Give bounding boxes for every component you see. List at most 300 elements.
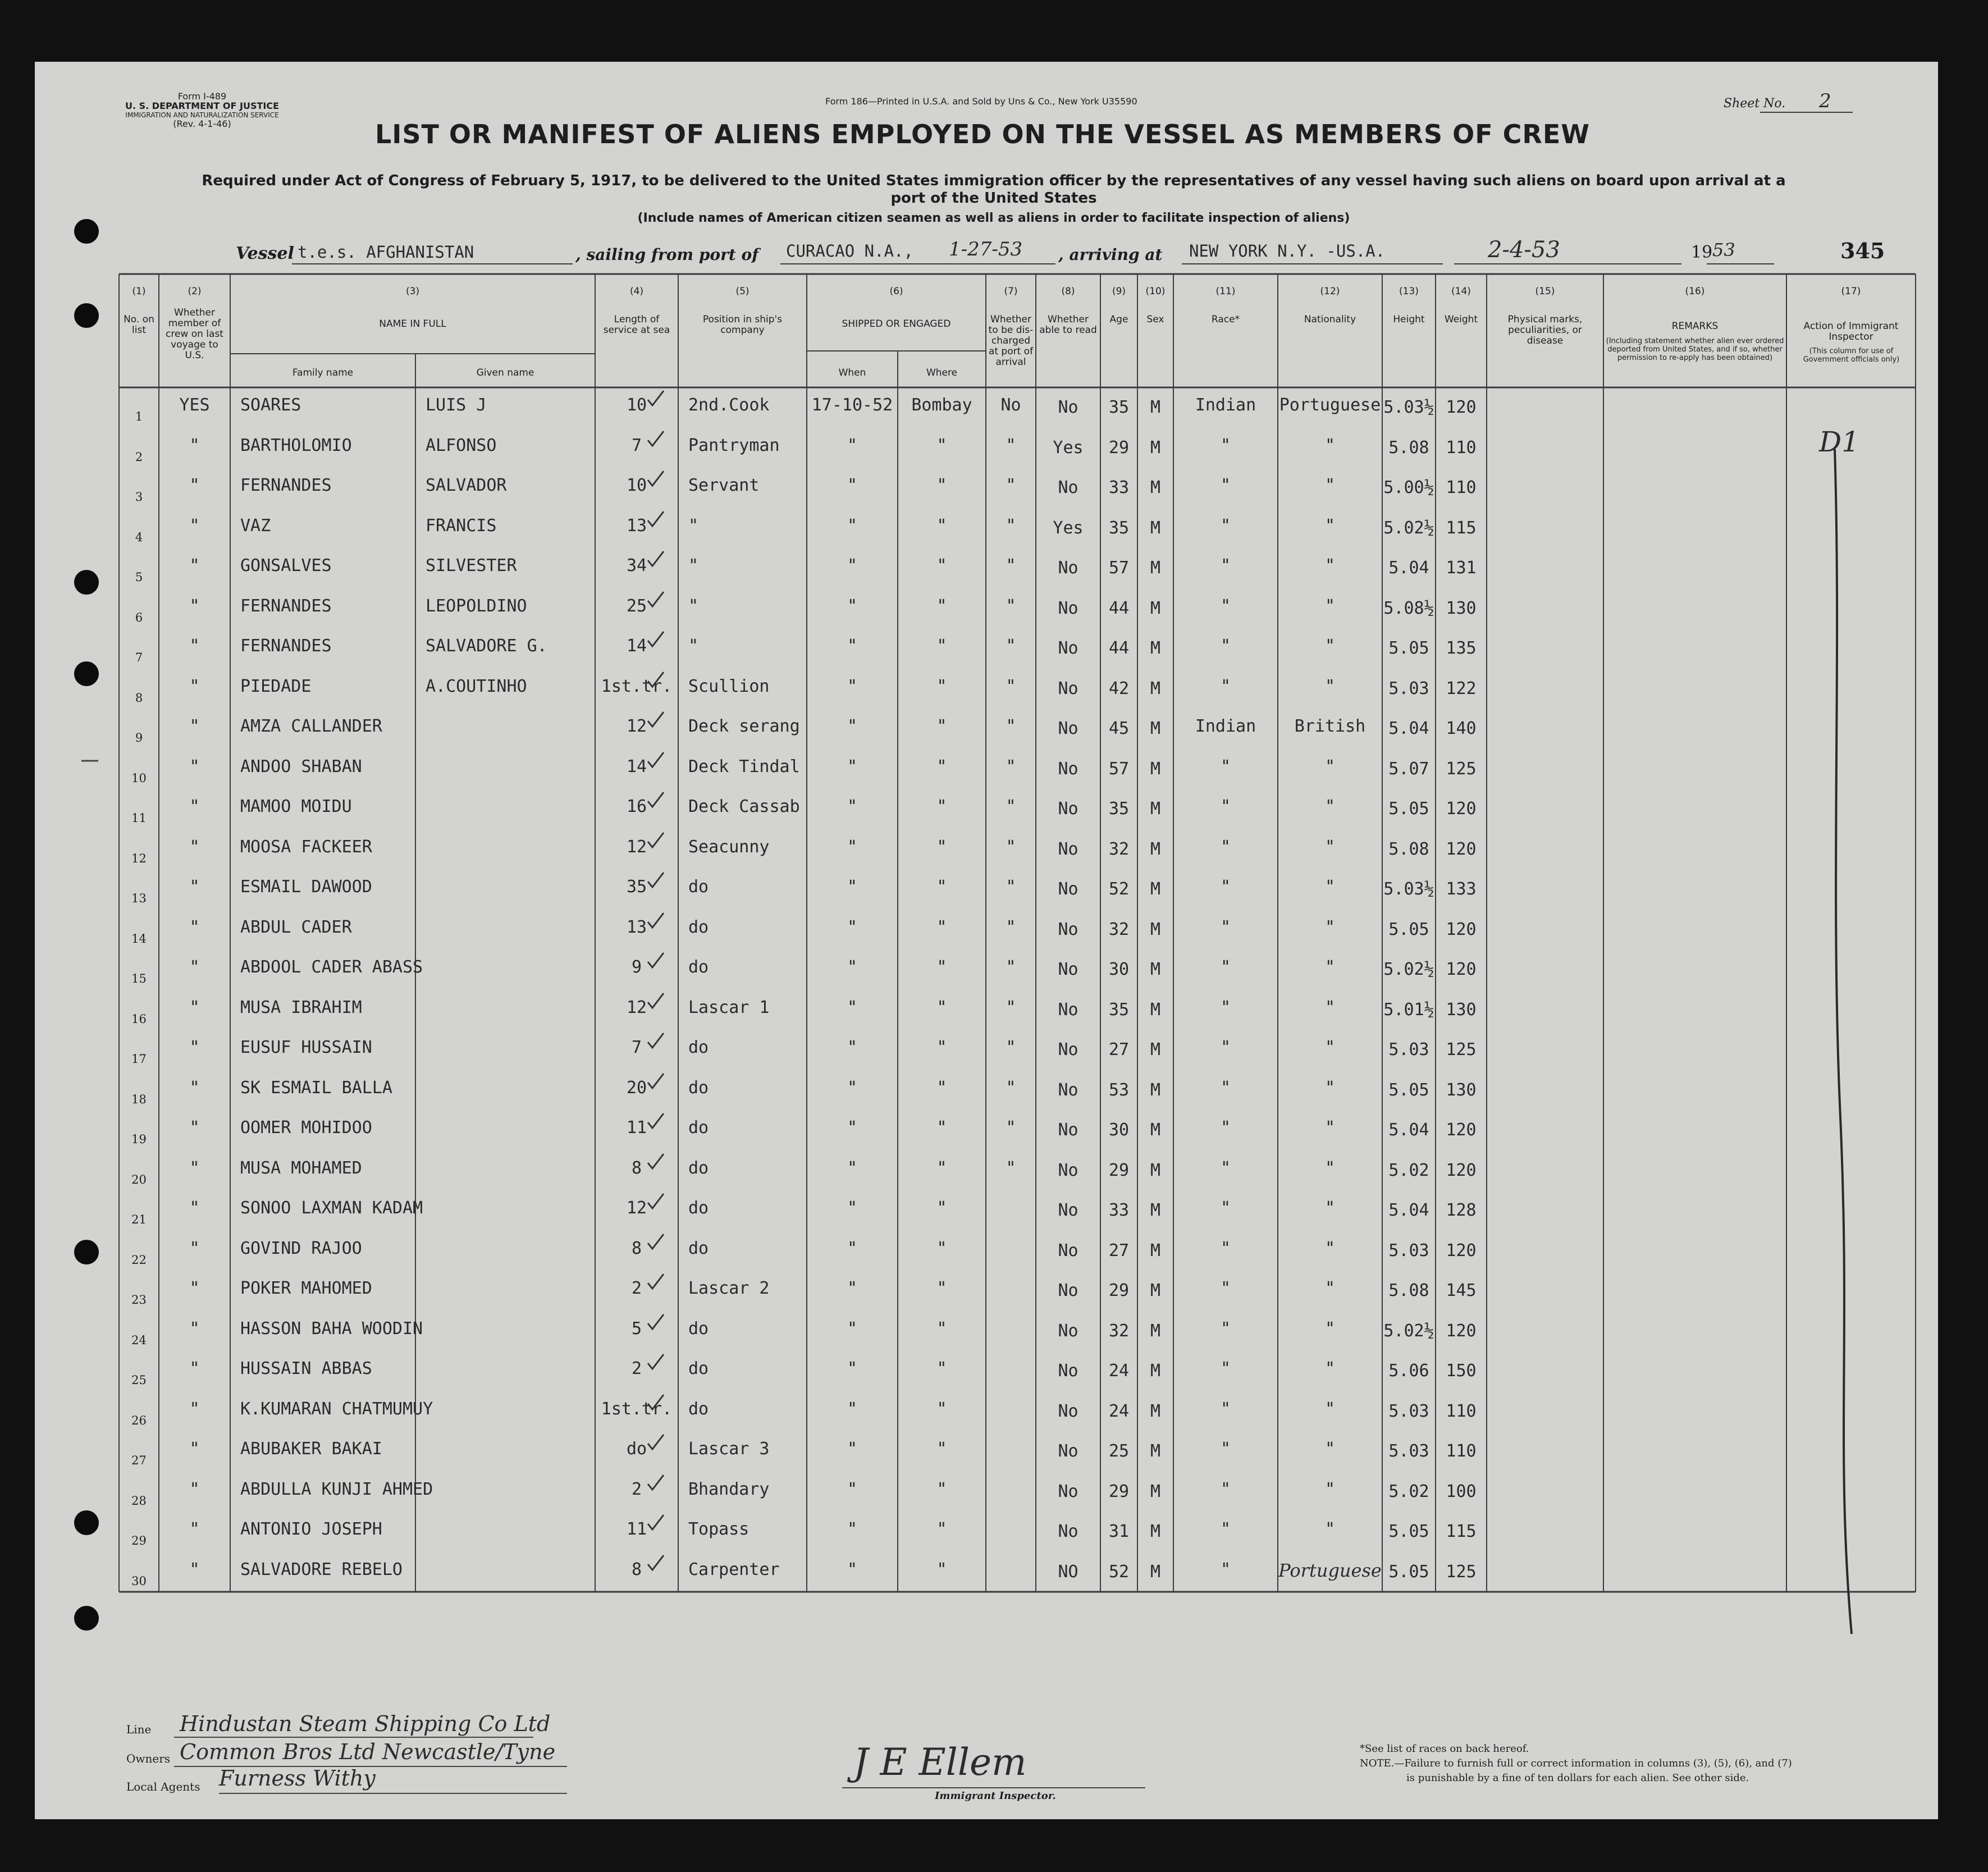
cell-height: 5.03½ xyxy=(1383,879,1434,899)
cell-age: 33 xyxy=(1108,1200,1130,1220)
cell-sex: M xyxy=(1150,398,1161,417)
cell-disch: " xyxy=(1006,1077,1016,1098)
cell-service: 5 xyxy=(631,1318,642,1339)
row-number: 9 xyxy=(135,731,143,745)
cell-where: " xyxy=(936,957,947,977)
cell-disch: " xyxy=(1006,1038,1016,1057)
cell-when: " xyxy=(847,877,858,897)
cell-nat: " xyxy=(1324,515,1336,536)
arrival-date: 2-4-53 xyxy=(1488,237,1560,263)
cell-race: " xyxy=(1220,515,1231,536)
cell-read: No xyxy=(1058,398,1078,417)
cell-sex: M xyxy=(1150,1321,1161,1341)
cell-weight: 120 xyxy=(1446,398,1477,417)
cell-when: " xyxy=(847,837,858,857)
cell-position: Lascar 1 xyxy=(688,997,770,1017)
cell-position: Lascar 3 xyxy=(688,1439,770,1459)
cell-weight: 125 xyxy=(1446,1561,1477,1582)
column-number: (5) xyxy=(735,286,750,297)
cell-age: 35 xyxy=(1108,999,1130,1020)
column-label: SHIPPED OR ENGAGED xyxy=(842,318,951,330)
cell-age: 45 xyxy=(1108,719,1130,738)
check-mark-icon xyxy=(645,870,667,891)
cell-position: Carpenter xyxy=(688,1559,780,1579)
cell-sex: M xyxy=(1150,1441,1161,1461)
cell-height: 5.05 xyxy=(1388,799,1429,819)
cell-where: " xyxy=(936,837,947,857)
cell-where: " xyxy=(936,556,947,576)
check-mark-icon xyxy=(645,1272,667,1292)
vessel-label: Vessel xyxy=(236,244,294,263)
cell-position: do xyxy=(688,1158,709,1178)
cell-position: do xyxy=(688,1198,709,1218)
column-label: Physical marks, peculiarities, or disease xyxy=(1507,314,1583,346)
cell-race: " xyxy=(1220,877,1231,897)
cell-where: " xyxy=(936,797,947,816)
cell-nat: " xyxy=(1324,797,1336,816)
cell-sex: M xyxy=(1150,879,1161,899)
cell-where: " xyxy=(936,1279,947,1298)
cell-read: No xyxy=(1058,839,1078,859)
cell-height: 5.03½ xyxy=(1383,398,1434,417)
cell-weight: 120 xyxy=(1446,960,1477,979)
cell-where: " xyxy=(936,435,947,455)
check-mark-icon xyxy=(645,429,667,449)
cell-prev: " xyxy=(189,716,200,736)
cell-race: " xyxy=(1220,1238,1231,1258)
cell-position: do xyxy=(688,1238,709,1258)
column-label: Weight xyxy=(1444,314,1478,325)
cell-nat: " xyxy=(1324,1479,1336,1499)
port-from: CURACAO N.A., xyxy=(786,241,913,261)
cell-sex: M xyxy=(1150,999,1161,1020)
column-label: REMARKS xyxy=(1671,321,1719,332)
cell-when: " xyxy=(847,1359,858,1378)
row-number: 20 xyxy=(131,1172,147,1186)
cell-read: No xyxy=(1058,960,1078,979)
cell-height: 5.05 xyxy=(1388,919,1429,939)
check-mark-icon xyxy=(645,590,667,610)
cell-family: ABUBAKER BAKAI xyxy=(240,1439,382,1459)
check-mark-icon xyxy=(645,710,667,730)
cell-family: ABDOOL CADER ABASS xyxy=(240,957,423,977)
cell-prev: " xyxy=(189,917,200,937)
cell-nat: " xyxy=(1324,1118,1336,1138)
column-number: (3) xyxy=(405,286,420,297)
cell-age: 24 xyxy=(1108,1401,1130,1421)
cell-position: Pantryman xyxy=(688,435,780,455)
cell-position: do xyxy=(688,877,709,897)
cell-height: 5.02 xyxy=(1388,1481,1429,1501)
cell-age: 42 xyxy=(1108,678,1130,698)
cell-position: " xyxy=(688,515,699,536)
cell-when: " xyxy=(847,957,858,977)
row-number: 5 xyxy=(135,570,143,584)
cell-where: " xyxy=(936,1318,947,1339)
cell-prev: " xyxy=(189,596,200,616)
cell-when: " xyxy=(847,716,858,736)
cell-where: " xyxy=(936,636,947,656)
cell-read: No xyxy=(1058,678,1078,698)
cell-disch: " xyxy=(1006,837,1016,857)
cell-nat: " xyxy=(1324,837,1336,857)
remarks-note: (Including statement whether alien ever ordered deported from United States, and if so, whether permission to re-apply has been obtained) xyxy=(1606,337,1784,362)
cell-height: 5.03 xyxy=(1388,1441,1429,1461)
owners-label: Owners xyxy=(126,1752,171,1765)
check-mark-icon xyxy=(645,750,667,770)
row-number: 2 xyxy=(135,450,143,464)
cell-weight: 122 xyxy=(1446,678,1477,698)
cell-family: HASSON BAHA WOODIN xyxy=(240,1318,423,1339)
cell-height: 5.05 xyxy=(1388,638,1429,658)
row-number: 28 xyxy=(131,1494,147,1508)
cell-where: " xyxy=(936,596,947,616)
cell-age: 30 xyxy=(1108,1120,1130,1140)
check-mark-icon xyxy=(645,1392,667,1413)
cell-read: Yes xyxy=(1053,518,1084,538)
cell-prev: " xyxy=(189,1077,200,1098)
cell-read: No xyxy=(1058,1401,1078,1421)
department: U. S. DEPARTMENT OF JUSTICE xyxy=(125,101,279,111)
cell-race: " xyxy=(1220,917,1231,937)
cell-sex: M xyxy=(1150,638,1161,658)
cell-age: 33 xyxy=(1108,478,1130,497)
cell-family: SALVADORE REBELO xyxy=(240,1559,403,1579)
cell-age: 27 xyxy=(1108,1040,1130,1060)
column-number: (14) xyxy=(1451,286,1471,297)
check-mark-icon xyxy=(645,1553,667,1573)
cell-family: MAMOO MOIDU xyxy=(240,797,352,816)
cell-nat: " xyxy=(1324,1359,1336,1378)
cell-position: Deck Cassab xyxy=(688,797,800,816)
cell-height: 5.07 xyxy=(1388,759,1429,779)
cell-race: " xyxy=(1220,1118,1231,1138)
cell-nat: " xyxy=(1324,556,1336,576)
cell-where: " xyxy=(936,1198,947,1218)
cell-read: No xyxy=(1058,1120,1078,1140)
cell-nat: " xyxy=(1324,1439,1336,1459)
cell-family: SOARES xyxy=(240,395,301,415)
cell-weight: 131 xyxy=(1446,558,1477,578)
cell-height: 5.02½ xyxy=(1383,960,1434,979)
cell-where: " xyxy=(936,756,947,777)
cell-sex: M xyxy=(1150,558,1161,578)
cell-nat: " xyxy=(1324,476,1336,495)
cell-given: SILVESTER xyxy=(426,556,517,576)
inspector-signature: J E Ellem xyxy=(853,1741,1027,1784)
action-note: (This column for use of Government officials only) xyxy=(1803,347,1900,364)
column-label: Length of service at sea xyxy=(603,314,670,336)
cell-sex: M xyxy=(1150,1240,1161,1261)
cell-position: Deck Tindal xyxy=(688,756,800,777)
cell-age: 25 xyxy=(1108,1441,1130,1461)
cell-weight: 120 xyxy=(1446,839,1477,859)
cell-height: 5.04 xyxy=(1388,1120,1429,1140)
cell-disch: " xyxy=(1006,917,1016,937)
row-number: 8 xyxy=(135,691,143,705)
cell-sex: M xyxy=(1150,1200,1161,1220)
year-prefix: 19 xyxy=(1691,243,1713,262)
cell-service: 12 xyxy=(626,837,647,857)
cell-where: " xyxy=(936,1359,947,1378)
cell-position: Deck serang xyxy=(688,716,800,736)
cell-disch: " xyxy=(1006,716,1016,736)
cell-read: NO xyxy=(1058,1561,1078,1582)
form-number: Form I-489 xyxy=(177,91,227,102)
cell-service: 2 xyxy=(631,1279,642,1298)
cell-where: " xyxy=(936,1077,947,1098)
cell-position: do xyxy=(688,1077,709,1098)
cell-height: 5.02½ xyxy=(1383,1321,1434,1341)
cell-age: 24 xyxy=(1108,1361,1130,1381)
cell-race: " xyxy=(1220,1559,1231,1579)
cell-family: MUSA MOHAMED xyxy=(240,1158,362,1178)
cell-position: Seacunny xyxy=(688,837,770,857)
cell-position: " xyxy=(688,596,699,616)
cell-given: LUIS J xyxy=(426,395,487,415)
cell-prev: " xyxy=(189,1158,200,1178)
cell-read: No xyxy=(1058,719,1078,738)
cell-service: 9 xyxy=(631,957,642,977)
cell-prev: " xyxy=(189,1198,200,1218)
column-label: Nationality xyxy=(1304,314,1356,325)
where-header: Where xyxy=(926,367,958,378)
cell-weight: 120 xyxy=(1446,1160,1477,1180)
row-number: 4 xyxy=(135,530,143,544)
cell-nat: " xyxy=(1324,1238,1336,1258)
cell-race: " xyxy=(1220,1359,1231,1378)
cell-disch: " xyxy=(1006,596,1016,616)
check-mark-icon xyxy=(645,1473,667,1493)
cell-position: Servant xyxy=(688,476,760,495)
cell-race: " xyxy=(1220,1038,1231,1057)
column-number: (7) xyxy=(1004,286,1018,297)
cell-weight: 135 xyxy=(1446,638,1477,658)
cell-age: 32 xyxy=(1108,839,1130,859)
cell-prev: " xyxy=(189,676,200,696)
cell-given: A.COUTINHO xyxy=(426,676,527,696)
cell-when: " xyxy=(847,1479,858,1499)
cell-weight: 115 xyxy=(1446,518,1477,538)
column-number: (1) xyxy=(132,286,146,297)
cell-prev: " xyxy=(189,837,200,857)
check-mark-icon xyxy=(645,911,667,931)
cell-where: " xyxy=(936,1439,947,1459)
cell-when: " xyxy=(847,917,858,937)
cell-given: LEOPOLDINO xyxy=(426,596,527,616)
cell-service: 14 xyxy=(626,636,647,656)
column-label: Action of Immigrant Inspector xyxy=(1803,321,1899,343)
row-number: 25 xyxy=(131,1373,147,1387)
check-mark-icon xyxy=(645,549,667,569)
cell-nat: " xyxy=(1324,756,1336,777)
cell-when: " xyxy=(847,1439,858,1459)
column-label: Whether able to read xyxy=(1039,314,1097,336)
column-number: (16) xyxy=(1685,286,1705,297)
cell-read: No xyxy=(1058,598,1078,618)
cell-service: do xyxy=(626,1439,647,1459)
cell-prev: " xyxy=(189,756,200,777)
row-number: 11 xyxy=(131,811,147,825)
cell-read: No xyxy=(1058,558,1078,578)
cell-race: " xyxy=(1220,1158,1231,1178)
cell-prev: " xyxy=(189,1038,200,1057)
check-mark-icon xyxy=(645,991,667,1011)
cell-weight: 130 xyxy=(1446,1080,1477,1100)
cell-family: ABDUL CADER xyxy=(240,917,352,937)
sheet-label: Sheet No. xyxy=(1724,97,1786,111)
check-mark-icon xyxy=(645,1071,667,1092)
cell-nat: " xyxy=(1324,435,1336,455)
agents-label: Local Agents xyxy=(126,1780,200,1793)
cell-prev: " xyxy=(189,556,200,576)
cell-when: " xyxy=(847,997,858,1017)
cell-service: 2 xyxy=(631,1359,642,1378)
cell-race: " xyxy=(1220,1077,1231,1098)
column-label: Age xyxy=(1109,314,1128,325)
cell-age: 29 xyxy=(1108,1281,1130,1300)
row-number: 27 xyxy=(131,1454,147,1467)
cell-nat: " xyxy=(1324,917,1336,937)
check-mark-icon xyxy=(645,1312,667,1332)
cell-when: " xyxy=(847,1318,858,1339)
cell-position: do xyxy=(688,917,709,937)
column-number: (11) xyxy=(1215,286,1236,297)
row-number: 21 xyxy=(131,1213,147,1226)
subtitle-note: (Include names of American citizen seamen as well as aliens in order to facilitate inspection of aliens) xyxy=(637,211,1350,225)
cell-family: GOVIND RAJOO xyxy=(240,1238,362,1258)
cell-service: 7 xyxy=(631,1038,642,1057)
cell-race: " xyxy=(1220,756,1231,777)
row-number: 30 xyxy=(131,1574,147,1588)
cell-sex: M xyxy=(1150,839,1161,859)
cell-nat: " xyxy=(1324,1399,1336,1419)
action-mark: D1 xyxy=(1819,426,1859,458)
cell-race: " xyxy=(1220,837,1231,857)
cell-nat: " xyxy=(1324,596,1336,616)
cell-sex: M xyxy=(1150,799,1161,819)
cell-family: GONSALVES xyxy=(240,556,332,576)
cell-weight: 150 xyxy=(1446,1361,1477,1381)
cell-weight: 100 xyxy=(1446,1481,1477,1501)
cell-age: 57 xyxy=(1108,558,1130,578)
arriving-label: , arriving at xyxy=(1058,245,1163,264)
cell-where: " xyxy=(936,1479,947,1499)
cell-disch: " xyxy=(1006,636,1016,656)
cell-sex: M xyxy=(1150,1481,1161,1501)
vessel-name: t.e.s. AFGHANISTAN xyxy=(298,243,474,262)
check-mark-icon xyxy=(645,629,667,650)
cell-where: " xyxy=(936,1118,947,1138)
cell-height: 5.03 xyxy=(1388,1040,1429,1060)
cell-sex: M xyxy=(1150,1040,1161,1060)
cell-family: K.KUMARAN CHATMUMUY xyxy=(240,1399,433,1419)
cell-prev: " xyxy=(189,997,200,1017)
cell-height: 5.08½ xyxy=(1383,598,1434,618)
cell-position: do xyxy=(688,1118,709,1138)
cell-prev: " xyxy=(189,1279,200,1298)
check-mark-icon xyxy=(645,1513,667,1533)
cell-family: ANDOO SHABAN xyxy=(240,756,362,777)
cell-when: " xyxy=(847,596,858,616)
cell-read: No xyxy=(1058,1281,1078,1300)
cell-nat: British xyxy=(1294,716,1366,736)
check-mark-icon xyxy=(645,389,667,409)
cell-when: " xyxy=(847,756,858,777)
cell-position: Bhandary xyxy=(688,1479,770,1499)
cell-when: 17-10-52 xyxy=(811,395,893,415)
cell-when: " xyxy=(847,515,858,536)
cell-race: " xyxy=(1220,957,1231,977)
line-value: Hindustan Steam Shipping Co Ltd xyxy=(180,1711,551,1736)
cell-service: 10 xyxy=(626,476,647,495)
cell-family: VAZ xyxy=(240,515,271,536)
cell-service: 1st.tr. xyxy=(601,1399,673,1419)
cell-sex: M xyxy=(1150,1401,1161,1421)
cell-position: Topass xyxy=(688,1519,750,1539)
cell-service: 10 xyxy=(626,395,647,415)
cell-disch: " xyxy=(1006,556,1016,576)
cell-service: 12 xyxy=(626,716,647,736)
cell-family: ANTONIO JOSEPH xyxy=(240,1519,382,1539)
column-label: Whether member of crew on last voyage to U.S. xyxy=(166,307,223,361)
cell-read: No xyxy=(1058,1481,1078,1501)
when-header: When xyxy=(838,367,866,378)
cell-nat: " xyxy=(1324,636,1336,656)
cell-where: " xyxy=(936,1559,947,1579)
cell-race: " xyxy=(1220,676,1231,696)
cell-weight: 133 xyxy=(1446,879,1477,899)
cell-age: 29 xyxy=(1108,1481,1130,1501)
cell-nat: " xyxy=(1324,1318,1336,1339)
cell-nat: " xyxy=(1324,1077,1336,1098)
check-mark-icon xyxy=(645,1152,667,1172)
cell-height: 5.03 xyxy=(1388,1240,1429,1261)
cell-age: 35 xyxy=(1108,799,1130,819)
cell-family: OOMER MOHIDOO xyxy=(240,1118,372,1138)
column-number: (6) xyxy=(889,286,903,297)
cell-disch: " xyxy=(1006,1158,1016,1178)
cell-service: 12 xyxy=(626,1198,647,1218)
cell-given: SALVADORE G. xyxy=(426,636,547,656)
subtitle-line-1: Required under Act of Congress of February 5, 1917, to be delivered to the United States immigration officer by the representatives of any vessel having such aliens on board upon arrival at a xyxy=(202,172,1786,189)
cell-age: 27 xyxy=(1108,1240,1130,1261)
subtitle-line-2: port of the United States xyxy=(890,190,1097,207)
cell-age: 52 xyxy=(1108,1561,1130,1582)
cell-height: 5.04 xyxy=(1388,558,1429,578)
cell-service: 20 xyxy=(626,1077,647,1098)
cell-disch: " xyxy=(1006,797,1016,816)
cell-service: 13 xyxy=(626,917,647,937)
cell-when: " xyxy=(847,1559,858,1579)
cell-height: 5.01½ xyxy=(1383,999,1434,1020)
cell-family: FERNANDES xyxy=(240,476,332,495)
cell-age: 32 xyxy=(1108,1321,1130,1341)
cell-sex: M xyxy=(1150,678,1161,698)
cell-weight: 130 xyxy=(1446,999,1477,1020)
cell-weight: 115 xyxy=(1446,1522,1477,1541)
cell-nat: " xyxy=(1324,997,1336,1017)
cell-race: " xyxy=(1220,797,1231,816)
cell-nat: Portuguese xyxy=(1278,1559,1382,1581)
cell-where: " xyxy=(936,917,947,937)
check-mark-icon xyxy=(645,951,667,971)
column-label: NAME IN FULL xyxy=(379,318,446,330)
cell-prev: " xyxy=(189,435,200,455)
cell-prev: " xyxy=(189,1118,200,1138)
cell-service: 8 xyxy=(631,1238,642,1258)
cell-given: FRANCIS xyxy=(426,515,497,536)
